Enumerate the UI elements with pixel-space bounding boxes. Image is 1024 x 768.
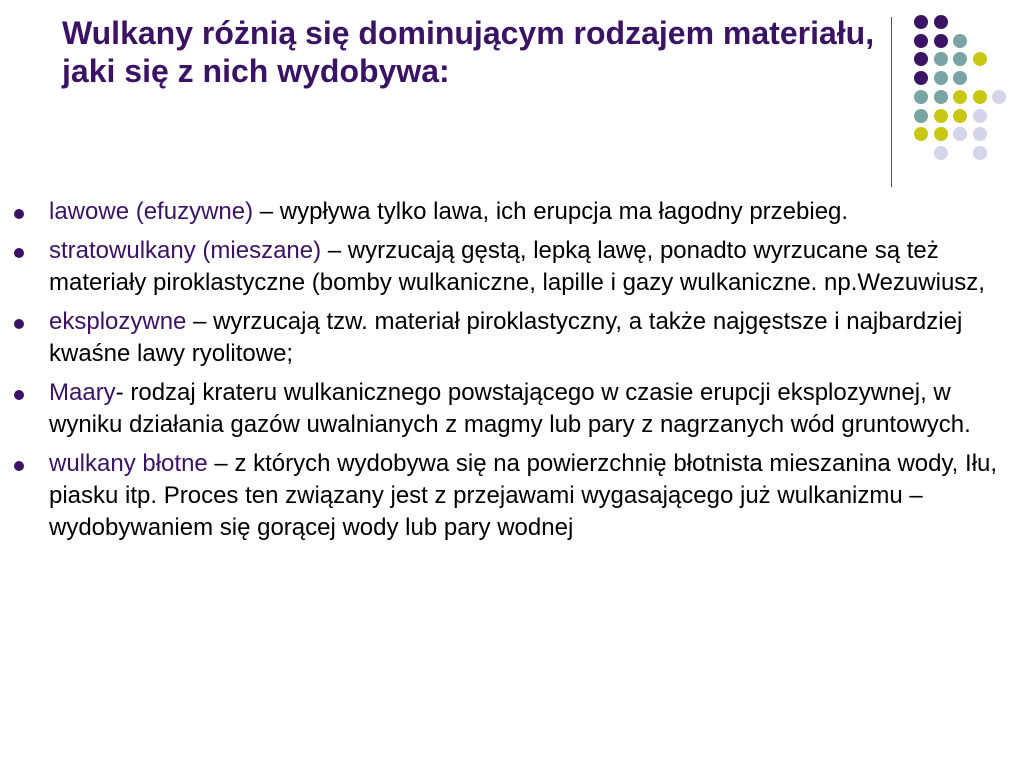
bullet-term: eksplozywne <box>49 308 187 335</box>
decorative-dot <box>953 90 967 104</box>
bullet-item-eksplozywne <box>14 306 1004 370</box>
decorative-dot <box>914 52 928 66</box>
bullet-term: Maary <box>49 379 116 406</box>
bullet-item-stratowulkany <box>14 235 1004 299</box>
decorative-dot <box>934 52 948 66</box>
decorative-dot <box>934 127 948 141</box>
bullet-text: – z których wydobywa się na powierzchnię błotnista mieszanina wody, Iłu, piasku itp. Proces ten związany jest z przejawami wygasającego już wulkanizmu – wydobywaniem się gorącej wody lub pary wodnej <box>49 450 998 541</box>
bullet-icon <box>14 209 24 219</box>
decorative-dot <box>934 90 948 104</box>
decorative-dot <box>914 71 928 85</box>
bullet-list <box>14 196 1004 551</box>
bullet-item-lawowe <box>14 196 1004 228</box>
decorative-dot <box>953 71 967 85</box>
bullet-text: – wyrzucają tzw. materiał piroklastyczny, a także najgęstsze i najbardziej kwaśne lawy ryolitowe; <box>49 308 963 367</box>
decorative-dot <box>973 109 987 123</box>
decorative-dot <box>914 15 928 29</box>
bullet-term: wulkany błotne <box>49 450 208 477</box>
bullet-term: lawowe (efuzywne) <box>49 198 254 225</box>
bullet-text: - rodzaj krateru wulkanicznego powstającego w czasie erupcji eksplozywnej, w wyniku działania gazów uwalnianych z magmy lub pary z nagrzanych wód gruntowych. <box>49 379 971 438</box>
decorative-dot <box>914 34 928 48</box>
decorative-dot <box>953 109 967 123</box>
title-divider-line <box>891 17 892 187</box>
decorative-dot <box>914 109 928 123</box>
bullet-item-maary <box>14 377 1004 441</box>
decorative-dot <box>934 71 948 85</box>
decorative-dot <box>973 146 987 160</box>
decorative-dot <box>973 90 987 104</box>
slide-title: Wulkany różnią się dominującym rodzajem materiału, jaki się z nich wydobywa: <box>62 15 875 89</box>
bullet-icon <box>14 248 24 258</box>
decorative-dot <box>953 52 967 66</box>
bullet-text: – wypływa tylko lawa, ich erupcja ma łagodny przebieg. <box>253 198 849 225</box>
decorative-dot <box>934 15 948 29</box>
bullet-term: stratowulkany (mieszane) <box>49 237 322 264</box>
bullet-icon <box>14 319 24 329</box>
decorative-dot <box>992 90 1006 104</box>
decorative-dot <box>934 109 948 123</box>
decorative-dot <box>953 127 967 141</box>
bullet-text: – wyrzucają gęstą, lepką lawę, ponadto wyrzucane są też materiały piroklastyczne (bomby wulkaniczne, lapille i gazy wulkaniczne. np.Wezuwiusz, <box>49 237 985 296</box>
decorative-dot <box>973 127 987 141</box>
bullet-item-wulkany-blotne <box>14 448 1004 544</box>
decorative-dot <box>914 127 928 141</box>
bullet-icon <box>14 461 24 471</box>
decorative-dot <box>934 34 948 48</box>
decorative-dot <box>953 34 967 48</box>
bullet-icon <box>14 390 24 400</box>
decorative-dot <box>973 52 987 66</box>
decorative-dot <box>914 90 928 104</box>
decorative-dot <box>934 146 948 160</box>
